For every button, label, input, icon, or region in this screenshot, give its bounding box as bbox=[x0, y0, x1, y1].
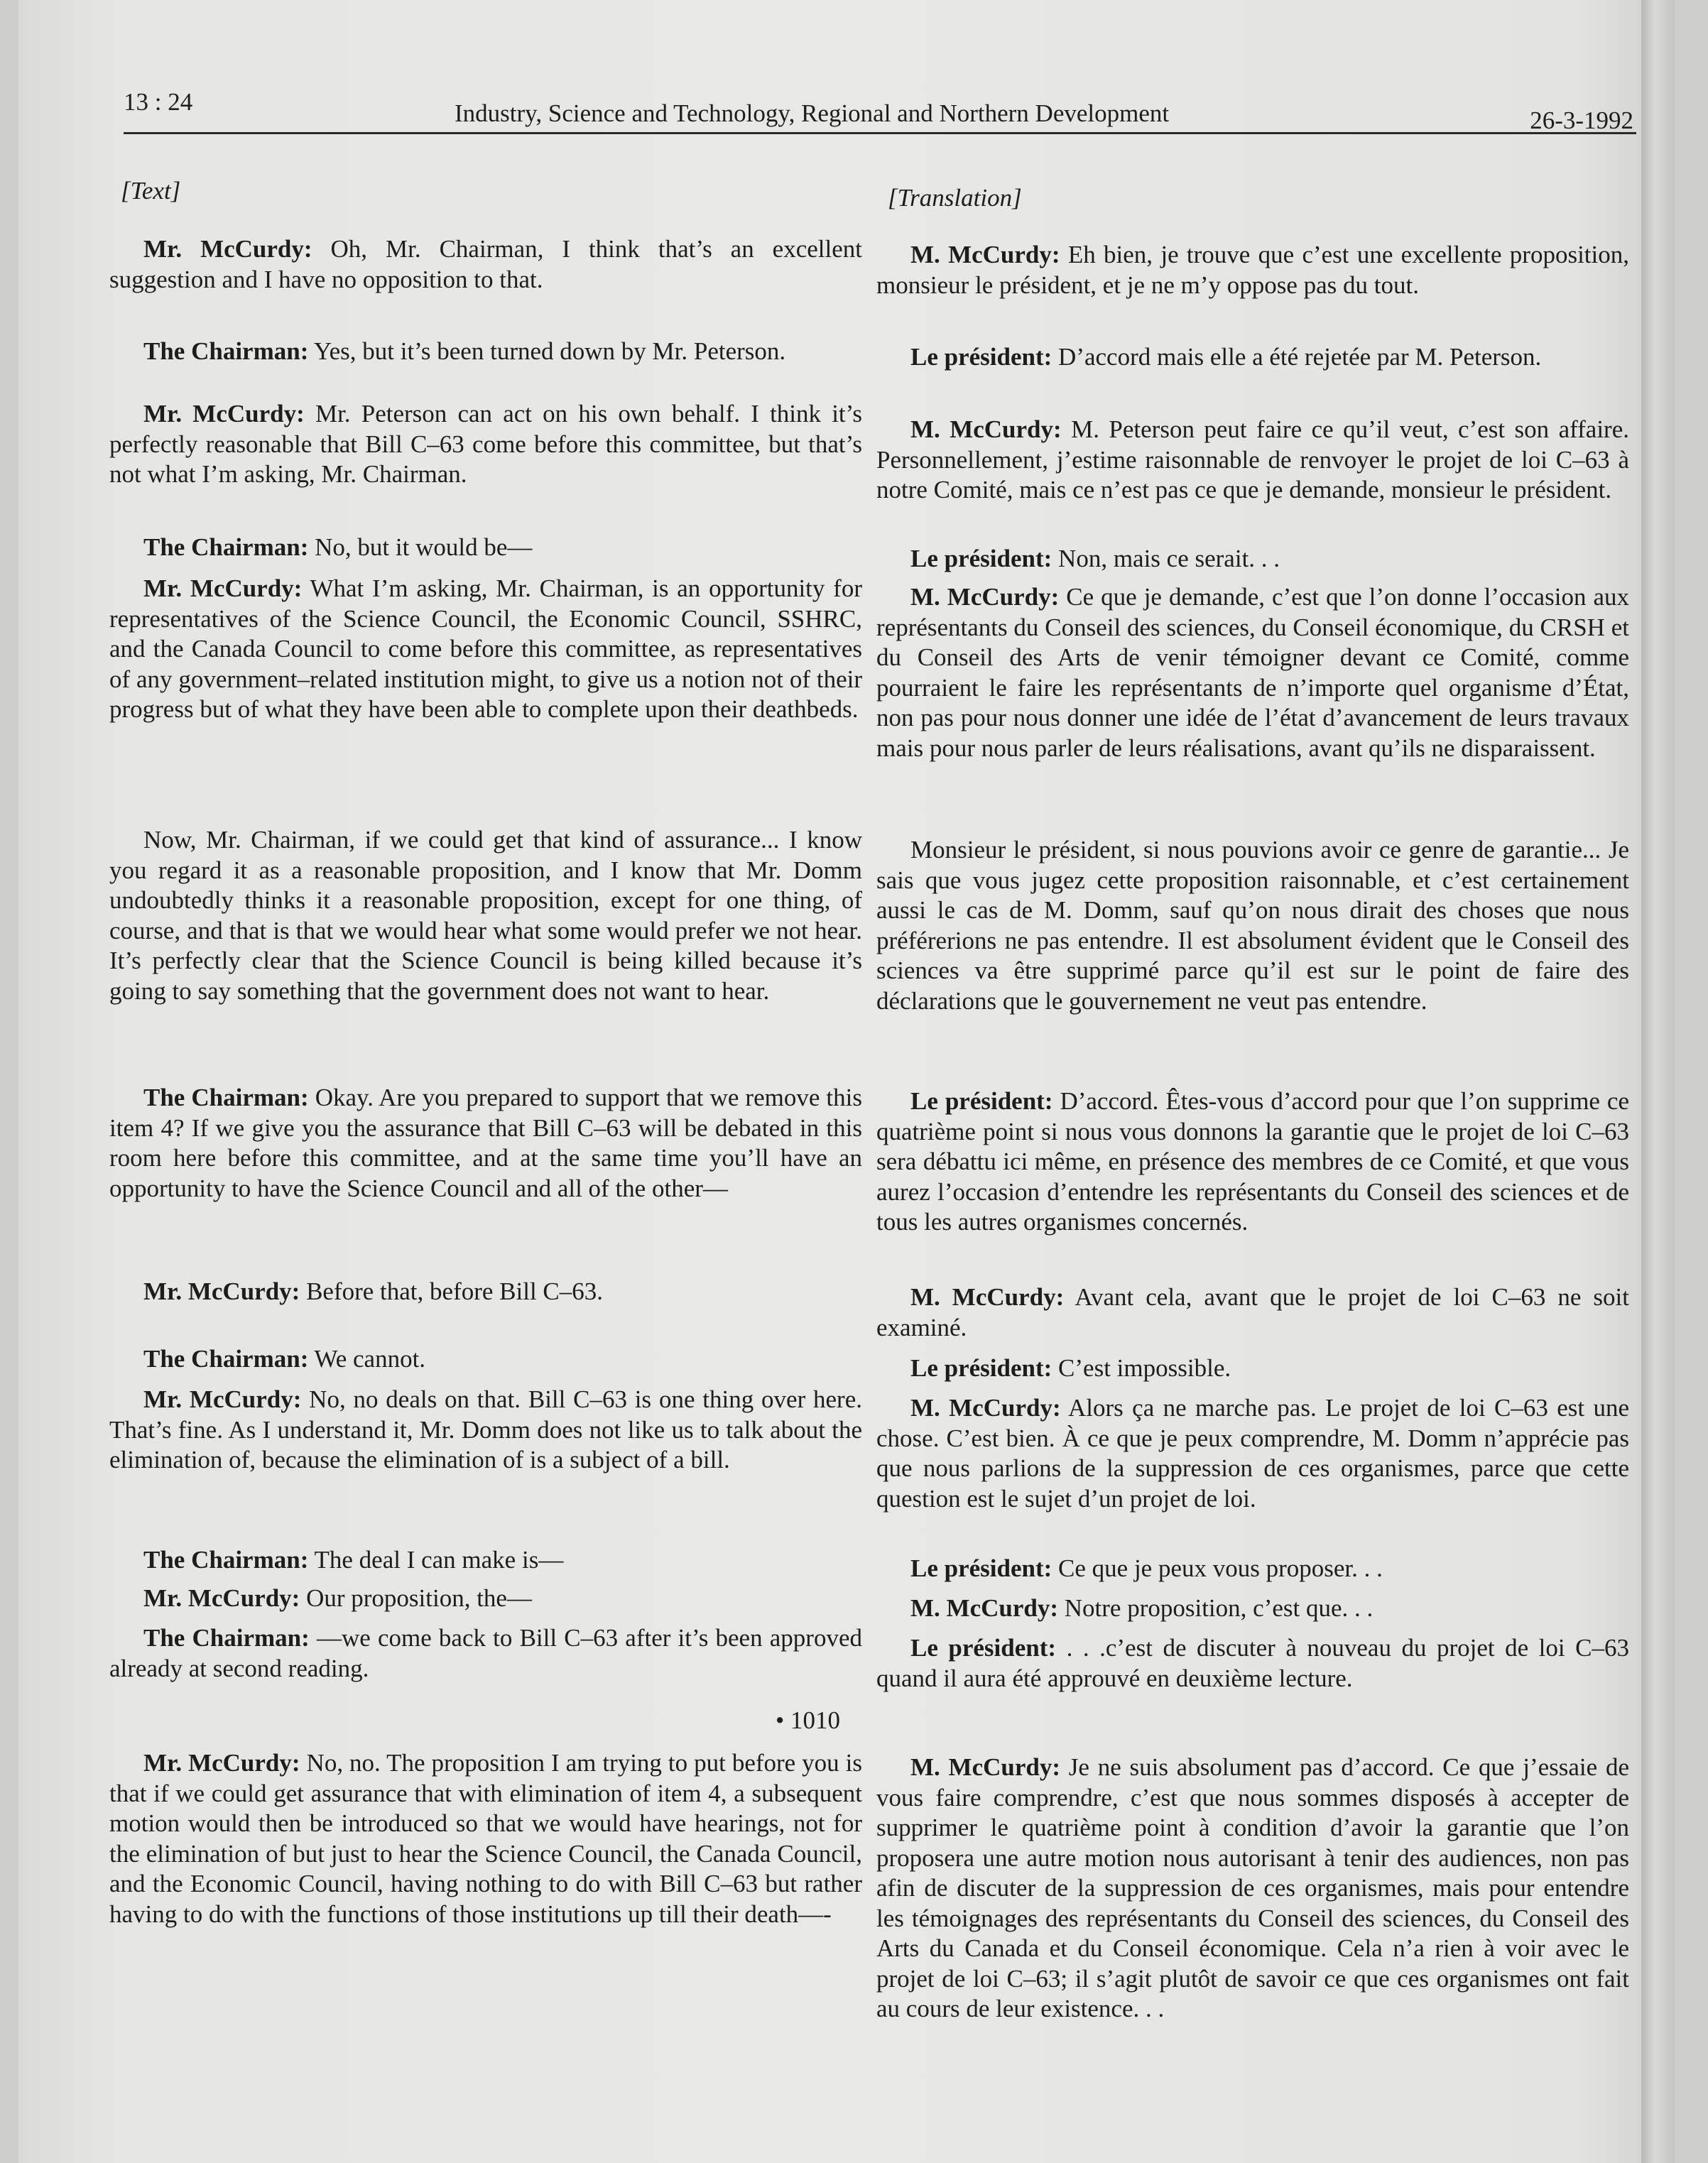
speaker: Le président: bbox=[910, 1634, 1057, 1662]
text-tag: [Text] bbox=[121, 177, 181, 205]
speaker: Mr. McCurdy: bbox=[143, 1749, 300, 1777]
speech: D’accord mais elle a été rejetée par M. Peterson. bbox=[1052, 343, 1542, 371]
speech: Monsieur le président, si nous pouvions avoir ce genre de garantie... Je sais que vous jugez cette proposition raisonnable, et c’est certainement aussi le cas de M. Domm, sauf qu’on nous dirait des choses que nous préférerions ne pas entendre. Il est absolument évident que le Conseil des sciences va être supprimé parce qu’il est sur le point de faire des déclarations que le gouvernement ne veut pas entendre. bbox=[876, 836, 1629, 1015]
paragraph bbox=[109, 825, 862, 1006]
speech: Je ne suis absolument pas d’accord. Ce que j’essaie de vous faire comprendre, c’est que nous sommes disposés à accepter de supprimer le quatrième point à condition d’avoir la garantie que l’on proposera une autre motion nous autorisant à tenir des audiences, non pas afin de discuter de la suppression de ces organismes, mais pour entendre les témoignages des représentants du Conseil des sciences, du Conseil des Arts du Canada et du Conseil économique. Cela n’a rien à voir avec le projet de loi C–63; il s’agit plutôt de savoir ce que ces organismes ont fait au cours de leur existence. . . bbox=[876, 1753, 1629, 2022]
speaker: Mr. McCurdy: bbox=[143, 1277, 300, 1305]
speech: D’accord. Êtes-vous d’accord pour que l’on supprime ce quatrième point si nous vous donnons la garantie que le projet de loi C–63 sera débattu ici même, en présence des membres de ce Comité, et que vous aurez l’occasion d’entendre les représentants du Conseil des sciences et de tous les autres organismes concernés. bbox=[876, 1087, 1629, 1236]
paragraph bbox=[876, 1554, 1629, 1584]
paragraph bbox=[109, 1623, 862, 1684]
speech: No, no. The proposition I am trying to put before you is that if we could get assurance that with elimination of item 4, a subsequent motion would then be introduced so that we would have hearings, not for the elimination of but just to hear the Science Council, the Canada Council, and the Economic Council, having nothing to do with Bill C–63 but rather having to do with the functions of those institutions up till their death—- bbox=[109, 1749, 862, 1928]
speaker: M. McCurdy: bbox=[910, 1283, 1065, 1311]
paragraph bbox=[109, 1584, 862, 1614]
time-marker: • 1010 bbox=[776, 1706, 841, 1734]
speech: Before that, before Bill C–63. bbox=[300, 1277, 604, 1305]
paragraph bbox=[109, 574, 862, 725]
speech: Our proposition, the— bbox=[300, 1584, 532, 1612]
speech: Ce que je peux vous proposer. . . bbox=[1052, 1554, 1383, 1582]
paragraph bbox=[109, 1344, 862, 1375]
speaker: The Chairman: bbox=[143, 1345, 309, 1373]
paragraph bbox=[109, 533, 862, 563]
speaker: Mr. McCurdy: bbox=[143, 1385, 302, 1413]
paragraph bbox=[876, 835, 1629, 1016]
page-binding-edge bbox=[1641, 0, 1675, 2163]
speech: Ce que je demande, c’est que l’on donne l’occasion aux représentants du Conseil des sciences, du Conseil économique, du CRSH et du Conseil des Arts de venir témoigner devant ce Comité, comme pourraient le faire les représentants de n’importe quel organisme d’État, non pas pour nous donner une idée de l’état d’avancement de leurs travaux mais pour nous parler de leurs réalisations, avant qu’ils ne disparaissent. bbox=[876, 583, 1629, 762]
paragraph bbox=[876, 1282, 1629, 1343]
speech: Mr. Peterson can act on his own behalf. I think it’s perfectly reasonable that Bill C–63 come before this committee, but that’s not what I’m asking, Mr. Chairman. bbox=[109, 400, 862, 488]
page-header bbox=[124, 85, 1636, 134]
speaker: The Chairman: bbox=[143, 1624, 310, 1652]
speaker: Le président: bbox=[910, 1087, 1053, 1115]
speech: The deal I can make is— bbox=[308, 1546, 564, 1574]
speaker: Mr. McCurdy: bbox=[143, 400, 305, 427]
paragraph bbox=[109, 1545, 862, 1576]
speaker: M. McCurdy: bbox=[910, 1394, 1061, 1422]
speech: We cannot. bbox=[308, 1345, 426, 1373]
page-number: 13 : 24 bbox=[124, 88, 193, 116]
speech: Yes, but it’s been turned down by Mr. Peterson. bbox=[308, 337, 786, 365]
paragraph bbox=[109, 1748, 862, 1929]
meeting-date: 26-3-1992 bbox=[1530, 107, 1633, 134]
speech: C’est impossible. bbox=[1052, 1354, 1231, 1382]
speaker: Le président: bbox=[910, 343, 1052, 371]
speaker: M. McCurdy: bbox=[910, 1594, 1059, 1622]
speech: M. Peterson peut faire ce qu’il veut, c’est son affaire. Personnellement, j’estime raisonnable de renvoyer le projet de loi C–63 à notre Comité, mais ce n’est pas ce que je demande, monsieur le président. bbox=[876, 415, 1629, 503]
speech: Okay. Are you prepared to support that we remove this item 4? If we give you the assurance that Bill C–63 will be debated in this room here before this committee, and at the same time you’ll have an opportunity to have the Science Council and all of the other— bbox=[109, 1084, 862, 1202]
paragraph bbox=[876, 1753, 1629, 2025]
speech: Avant cela, avant que le projet de loi C–63 ne soit examiné. bbox=[876, 1283, 1629, 1341]
speech: No, but it would be— bbox=[308, 533, 533, 561]
paragraph bbox=[109, 1083, 862, 1204]
speaker: M. McCurdy: bbox=[910, 415, 1062, 443]
speaker: The Chairman: bbox=[143, 337, 309, 365]
speech: What I’m asking, Mr. Chairman, is an opportunity for representatives of the Science Council, the Economic Council, SSHRC, and the Canada Council to come before this committee, as representatives of any government–related institution might, to give us a notion not of their progress but of what they have been able to complete upon their deathbeds. bbox=[109, 574, 862, 723]
committee-title: Industry, Science and Technology, Regional and Northern Development bbox=[455, 99, 1170, 127]
speech: Alors ça ne marche pas. Le projet de loi C–63 est une chose. C’est bien. À ce que je peux comprendre, M. Domm n’apprécie pas que nous parlions de la suppression de ces organismes, parce que cette question est le sujet d’un projet de loi. bbox=[876, 1394, 1629, 1513]
speech: Non, mais ce serait. . . bbox=[1052, 545, 1280, 572]
speaker: Le président: bbox=[910, 1354, 1052, 1382]
speaker: M. McCurdy: bbox=[910, 241, 1060, 268]
speaker: M. McCurdy: bbox=[910, 583, 1060, 611]
paragraph bbox=[109, 234, 862, 295]
speaker: Mr. McCurdy: bbox=[143, 1584, 300, 1612]
speech: —we come back to Bill C–63 after it’s been approved already at second reading. bbox=[109, 1624, 862, 1682]
paragraph bbox=[876, 1393, 1629, 1514]
speech: Eh bien, je trouve que c’est une excellente proposition, monsieur le président, et je ne m’y oppose pas du tout. bbox=[876, 241, 1629, 299]
speaker: The Chairman: bbox=[143, 1084, 309, 1111]
paragraph bbox=[876, 1593, 1629, 1624]
speaker: Mr. McCurdy: bbox=[143, 235, 312, 263]
paragraph bbox=[876, 342, 1629, 373]
speech: Now, Mr. Chairman, if we could get that kind of assurance... I know you regard it as a reasonable proposition, and I know that Mr. Domm undoubtedly thinks it a reasonable proposition, except for one thing, of course, and that is that we would hear what some would prefer we not hear. It’s perfectly clear that the Science Council is being killed because it’s going to say something that the government does not want to hear. bbox=[109, 826, 862, 1005]
speech: No, no deals on that. Bill C–63 is one thing over here. That’s fine. As I understand it, Mr. Domm does not like us to talk about the elimination of, because the elimination of is a subject of a bill. bbox=[109, 1385, 862, 1473]
paragraph bbox=[109, 337, 862, 367]
paragraph bbox=[109, 399, 862, 490]
speech: Notre proposition, c’est que. . . bbox=[1058, 1594, 1374, 1622]
speaker: Mr. McCurdy: bbox=[143, 574, 303, 602]
speech: Oh, Mr. Chairman, I think that’s an excellent suggestion and I have no opposition to that. bbox=[109, 235, 862, 293]
speaker: The Chairman: bbox=[143, 533, 309, 561]
paragraph bbox=[109, 1385, 862, 1476]
paragraph bbox=[876, 582, 1629, 763]
paragraph bbox=[876, 544, 1629, 574]
speaker: M. McCurdy: bbox=[910, 1753, 1061, 1781]
paragraph bbox=[876, 240, 1629, 300]
speaker: Le président: bbox=[910, 1554, 1052, 1582]
paragraph bbox=[876, 1353, 1629, 1384]
speaker: The Chairman: bbox=[143, 1546, 309, 1574]
hansard-page bbox=[18, 0, 1675, 2163]
paragraph bbox=[876, 415, 1629, 506]
speech: . . .c’est de discuter à nouveau du projet de loi C–63 quand il aura été approuvé en deuxième lecture. bbox=[876, 1634, 1629, 1692]
paragraph bbox=[876, 1086, 1629, 1238]
paragraph bbox=[109, 1277, 862, 1307]
translation-tag: [Translation] bbox=[888, 184, 1022, 212]
speaker: Le président: bbox=[910, 545, 1052, 572]
paragraph bbox=[876, 1633, 1629, 1694]
